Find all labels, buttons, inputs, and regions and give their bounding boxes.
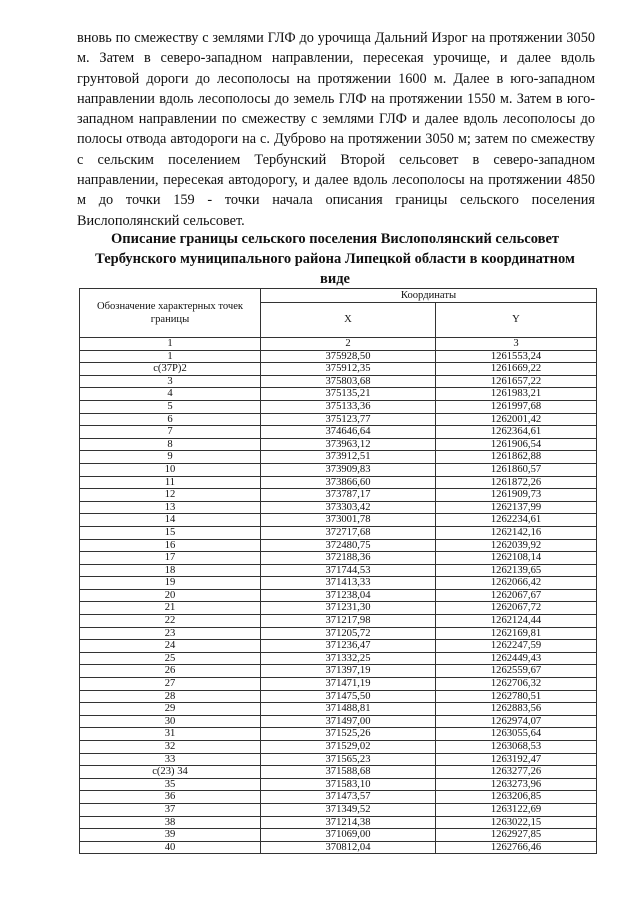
point-cell: 17: [80, 552, 261, 565]
point-cell: 7: [80, 426, 261, 439]
y-cell: 1262234,61: [436, 514, 597, 527]
point-cell: 32: [80, 741, 261, 754]
table-row: [80, 728, 597, 741]
x-cell: 370812,04: [261, 841, 436, 854]
y-cell: 1262137,99: [436, 501, 597, 514]
table-row: [80, 766, 597, 779]
y-cell: 1261657,22: [436, 375, 597, 388]
header-coordinates: Координаты: [261, 289, 597, 303]
x-cell: 375135,21: [261, 388, 436, 401]
y-cell: 1262067,67: [436, 589, 597, 602]
table-row: [80, 627, 597, 640]
x-cell: 371588,68: [261, 766, 436, 779]
y-cell: 1262001,42: [436, 413, 597, 426]
point-cell: 21: [80, 602, 261, 615]
title-line-3: виде: [320, 271, 350, 287]
x-cell: 371205,72: [261, 627, 436, 640]
y-cell: 1262108,14: [436, 552, 597, 565]
y-cell: 1261997,68: [436, 400, 597, 413]
column-number-2: 2: [261, 338, 436, 351]
table-row: [80, 375, 597, 388]
table-row: [80, 741, 597, 754]
x-cell: 371397,19: [261, 665, 436, 678]
table-body: [80, 350, 597, 854]
table-row: [80, 426, 597, 439]
table-row: [80, 501, 597, 514]
y-cell: 1261906,54: [436, 438, 597, 451]
point-cell: 8: [80, 438, 261, 451]
table-row: [80, 577, 597, 590]
y-cell: 1261872,26: [436, 476, 597, 489]
point-cell: 3: [80, 375, 261, 388]
y-cell: 1261860,57: [436, 463, 597, 476]
column-number-1: 1: [80, 338, 261, 351]
point-cell: 31: [80, 728, 261, 741]
y-cell: 1262706,32: [436, 678, 597, 691]
point-cell: 27: [80, 678, 261, 691]
table-row: [80, 463, 597, 476]
coordinates-table: [79, 288, 597, 854]
table-row: [80, 602, 597, 615]
y-cell: 1261983,21: [436, 388, 597, 401]
x-cell: 373912,51: [261, 451, 436, 464]
x-cell: 375133,36: [261, 400, 436, 413]
y-cell: 1261909,73: [436, 489, 597, 502]
point-cell: 11: [80, 476, 261, 489]
x-cell: 372188,36: [261, 552, 436, 565]
table-row: [80, 829, 597, 842]
table-row: [80, 451, 597, 464]
table-row: [80, 841, 597, 854]
table-row: [80, 703, 597, 716]
y-cell: 1262066,42: [436, 577, 597, 590]
table-row: [80, 489, 597, 502]
y-cell: 1262559,67: [436, 665, 597, 678]
section-title: [60, 229, 610, 289]
point-cell: 14: [80, 514, 261, 527]
point-cell: с(23) 34: [80, 766, 261, 779]
y-cell: 1263068,53: [436, 741, 597, 754]
point-cell: 39: [80, 829, 261, 842]
x-cell: 373303,42: [261, 501, 436, 514]
y-cell: 1262883,56: [436, 703, 597, 716]
table-row: [80, 514, 597, 527]
point-cell: 29: [80, 703, 261, 716]
x-cell: 371413,33: [261, 577, 436, 590]
x-cell: 373787,17: [261, 489, 436, 502]
table-row: [80, 615, 597, 628]
table-row: [80, 552, 597, 565]
y-cell: 1262169,81: [436, 627, 597, 640]
y-cell: 1263192,47: [436, 753, 597, 766]
point-cell: 19: [80, 577, 261, 590]
table-row: [80, 652, 597, 665]
point-cell: 10: [80, 463, 261, 476]
title-line-1: Описание границы сельского поселения Вислополянский сельсовет: [110, 231, 559, 247]
point-cell: 6: [80, 413, 261, 426]
table-row: [80, 564, 597, 577]
point-cell: с(37Р)2: [80, 363, 261, 376]
x-cell: 371525,26: [261, 728, 436, 741]
x-cell: 374646,64: [261, 426, 436, 439]
table-row: [80, 640, 597, 653]
y-cell: 1262780,51: [436, 690, 597, 703]
table-row: [80, 388, 597, 401]
y-cell: 1262067,72: [436, 602, 597, 615]
table-row: [80, 665, 597, 678]
x-cell: 371497,00: [261, 715, 436, 728]
table-row: [80, 350, 597, 363]
table-row: [80, 791, 597, 804]
title-line-2: Тербунского муниципального района Липецкой области в координатном: [95, 251, 575, 267]
point-cell: 37: [80, 803, 261, 816]
y-cell: 1262364,61: [436, 426, 597, 439]
y-cell: 1262449,43: [436, 652, 597, 665]
y-cell: 1261669,22: [436, 363, 597, 376]
y-cell: 1262974,07: [436, 715, 597, 728]
table-row: [80, 690, 597, 703]
point-cell: 1: [80, 350, 261, 363]
point-cell: 9: [80, 451, 261, 464]
point-cell: 40: [80, 841, 261, 854]
y-cell: 1261553,24: [436, 350, 597, 363]
point-cell: 22: [80, 615, 261, 628]
point-cell: 15: [80, 526, 261, 539]
table-row: [80, 753, 597, 766]
point-cell: 12: [80, 489, 261, 502]
x-cell: 371744,53: [261, 564, 436, 577]
point-cell: 20: [80, 589, 261, 602]
y-cell: 1262139,65: [436, 564, 597, 577]
y-cell: 1263055,64: [436, 728, 597, 741]
x-cell: 373963,12: [261, 438, 436, 451]
y-cell: 1262142,16: [436, 526, 597, 539]
point-cell: 23: [80, 627, 261, 640]
y-cell: 1262039,92: [436, 539, 597, 552]
x-cell: 375912,35: [261, 363, 436, 376]
point-cell: 36: [80, 791, 261, 804]
x-cell: 371475,50: [261, 690, 436, 703]
x-cell: 375123,77: [261, 413, 436, 426]
x-cell: 371231,30: [261, 602, 436, 615]
table-row: [80, 589, 597, 602]
y-cell: 1262766,46: [436, 841, 597, 854]
x-cell: 371214,38: [261, 816, 436, 829]
y-cell: 1263277,26: [436, 766, 597, 779]
x-cell: 373909,83: [261, 463, 436, 476]
x-cell: 371236,47: [261, 640, 436, 653]
point-cell: 24: [80, 640, 261, 653]
table-row: [80, 803, 597, 816]
x-cell: 371529,02: [261, 741, 436, 754]
point-cell: 13: [80, 501, 261, 514]
header-point: Обозначение характерных точек границы: [80, 289, 261, 338]
point-cell: 38: [80, 816, 261, 829]
x-cell: 372717,68: [261, 526, 436, 539]
point-cell: 18: [80, 564, 261, 577]
column-number-3: 3: [436, 338, 597, 351]
x-cell: 371488,81: [261, 703, 436, 716]
y-cell: 1262124,44: [436, 615, 597, 628]
point-cell: 16: [80, 539, 261, 552]
table-row: [80, 678, 597, 691]
point-cell: 28: [80, 690, 261, 703]
y-cell: 1263022,15: [436, 816, 597, 829]
y-cell: 1263122,69: [436, 803, 597, 816]
table-row: [80, 438, 597, 451]
y-cell: 1262927,85: [436, 829, 597, 842]
x-cell: 371069,00: [261, 829, 436, 842]
x-cell: 371583,10: [261, 778, 436, 791]
table-row: [80, 526, 597, 539]
point-cell: 35: [80, 778, 261, 791]
table-row: [80, 413, 597, 426]
y-cell: 1262247,59: [436, 640, 597, 653]
y-cell: 1263206,85: [436, 791, 597, 804]
table-row: [80, 816, 597, 829]
x-cell: 371471,19: [261, 678, 436, 691]
x-cell: 375928,50: [261, 350, 436, 363]
table-row: [80, 400, 597, 413]
body-paragraph: вновь по смежеству с землями ГЛФ до урочища Дальний Изрог на протяжении 3050 м. Затем в северо-западном направлении, пересекая урочище, и далее вдоль грунтовой дороги до лесополосы на протяжении 1600 м. Далее в юго-западном направлении вдоль лесополосы до земель ГЛФ на протяжении 1550 м. Затем в юго-западном направлении по смежеству с землями ГЛФ и далее вдоль лесополосы до полосы отвода автодороги на с. Дуброво на протяжении 3050 м; затем по смежеству с сельским поселением Тербунский Второй сельсовет в северо-западном направлении, пересекая автодорогу, и далее вдоль лесополосы на протяжении 4850 м до точки 159 - точки начала описания границы сельского поселения Вислополянский сельсовет.: [77, 30, 595, 229]
x-cell: 371473,57: [261, 791, 436, 804]
point-cell: 26: [80, 665, 261, 678]
table-row: [80, 363, 597, 376]
x-cell: 372480,75: [261, 539, 436, 552]
table-row: [80, 476, 597, 489]
header-x: X: [261, 303, 436, 338]
x-cell: 371217,98: [261, 615, 436, 628]
point-cell: 30: [80, 715, 261, 728]
header-y: Y: [436, 303, 597, 338]
y-cell: 1263273,96: [436, 778, 597, 791]
y-cell: 1261862,88: [436, 451, 597, 464]
table-row: [80, 778, 597, 791]
x-cell: 373866,60: [261, 476, 436, 489]
x-cell: 371238,04: [261, 589, 436, 602]
x-cell: 373001,78: [261, 514, 436, 527]
point-cell: 33: [80, 753, 261, 766]
table-row: [80, 715, 597, 728]
x-cell: 371349,52: [261, 803, 436, 816]
point-cell: 4: [80, 388, 261, 401]
x-cell: 371332,25: [261, 652, 436, 665]
x-cell: 375803,68: [261, 375, 436, 388]
x-cell: 371565,23: [261, 753, 436, 766]
point-cell: 5: [80, 400, 261, 413]
point-cell: 25: [80, 652, 261, 665]
table-row: [80, 539, 597, 552]
